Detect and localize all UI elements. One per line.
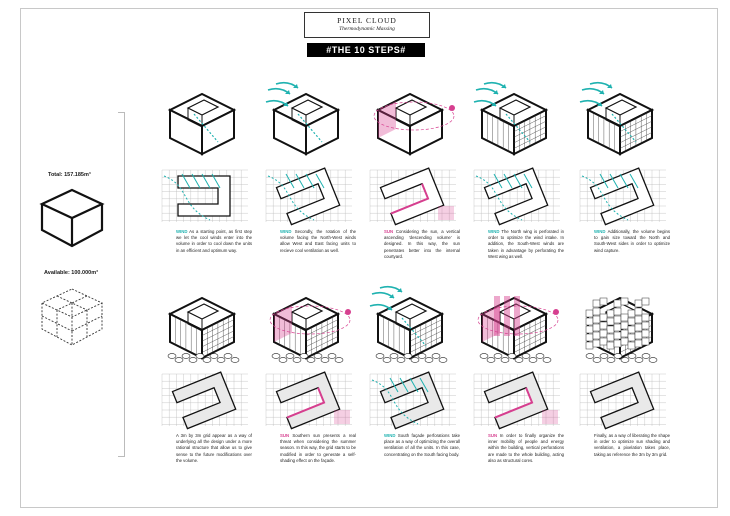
step-7-plan-diagram [264, 370, 354, 430]
step-3-text: Considering the sun, a vertical ascending 'descending volume' is designed. In this way, the sun penetrates better into the internal courtyard. [384, 229, 460, 259]
step-6-text: A 3m by 3m grid appear as a way of underlying all the design under a more rational structure that allow us to give sense to the future modifications over the volume. [176, 433, 252, 463]
step-8-description [384, 433, 460, 458]
step-4-keyword: WIND [488, 229, 500, 234]
step-8-plan-diagram [368, 370, 458, 430]
step-5-text: Additionally, the volume begins to gain size toward the North and South-West sides in order to optimize wind capture. [594, 229, 670, 253]
step-6-massing-diagram [158, 284, 252, 366]
step-4-text: The North wing is perforated in order to optimize the wind intake. In addition, the South-West winds are taken in advantage by perforating the West wing as well. [488, 229, 564, 259]
step-9-description [488, 433, 564, 464]
step-7-keyword: SUN [280, 433, 290, 438]
step-10-massing-diagram [576, 284, 670, 366]
step-5-description [594, 229, 670, 254]
step-3-plan-diagram [368, 166, 458, 226]
title-box [304, 12, 430, 38]
step-6-description [176, 433, 252, 464]
step-9-text: In order to finally organize the inner mobility of people and energy within the building, vertical perforations are made to the whole building, acting also as structural cores. [488, 433, 564, 463]
step-8-massing-diagram [366, 284, 460, 366]
total-volume-cube-icon [38, 186, 106, 250]
step-9-plan-diagram [472, 370, 562, 430]
step-1-text: As a starting point, as first step we let the cool winds enter into the volume in order to cool down the units in an efficient and optimum way. [176, 229, 252, 253]
step-3-massing-diagram [366, 80, 460, 162]
step-1-keyword: WIND [176, 229, 188, 234]
step-2-description [280, 229, 356, 254]
available-volume-label: Available: 100.000m³ [44, 270, 98, 276]
available-volume-cube-icon [38, 285, 106, 349]
step-8-text: South façade perforations take place as a way of optimizing the overall ventilation of all the units. In this case, concentrating on the South facing body. [384, 433, 460, 457]
step-4-description [488, 229, 564, 260]
step-3-keyword: SUN [384, 229, 394, 234]
step-5-plan-diagram [578, 166, 668, 226]
step-1-massing-diagram [158, 80, 252, 162]
step-1-plan-diagram [160, 166, 250, 226]
step-8-keyword: WIND [384, 433, 396, 438]
step-5-keyword: WIND [594, 229, 606, 234]
step-9-keyword: SUN [488, 433, 498, 438]
step-7-massing-diagram [262, 284, 356, 366]
step-4-massing-diagram [470, 80, 564, 162]
step-5-massing-diagram [576, 80, 670, 162]
step-7-description [280, 433, 356, 464]
sidebar-divider [124, 112, 125, 457]
step-10-plan-diagram [578, 370, 668, 430]
step-3-description [384, 229, 460, 260]
step-10-description [594, 433, 670, 458]
step-10-text: Finally, as a way of liberating the shape in order to optimize sun shading and ventilation, a pixelation takes place, taking as reference the 3m by 3m grid. [594, 433, 670, 457]
step-4-plan-diagram [472, 166, 562, 226]
step-9-massing-diagram [470, 284, 564, 366]
sidebar-tick-bottom [118, 456, 125, 457]
step-2-massing-diagram [262, 80, 356, 162]
step-2-plan-diagram [264, 166, 354, 226]
step-2-text: Secondly, the rotation of the volume facing the North-West winds allow West and East facing units to recieve cool ventilation as well. [280, 229, 356, 253]
step-7-text: Southern sun presents a real threat when considering the summer season. In this way, the grid starts to be modified in order to generate a self-shading effect on the façade. [280, 433, 356, 463]
step-2-keyword: WIND [280, 229, 292, 234]
steps-banner: #THE 10 STEPS# [307, 43, 425, 57]
step-1-description [176, 229, 252, 254]
project-subtitle: Thermodynamic Massing [339, 26, 395, 32]
step-6-plan-diagram [160, 370, 250, 430]
project-title: PIXEL CLOUD [337, 16, 397, 25]
sidebar-tick-top [118, 112, 125, 113]
total-volume-label: Total: 157.185m³ [48, 172, 91, 178]
